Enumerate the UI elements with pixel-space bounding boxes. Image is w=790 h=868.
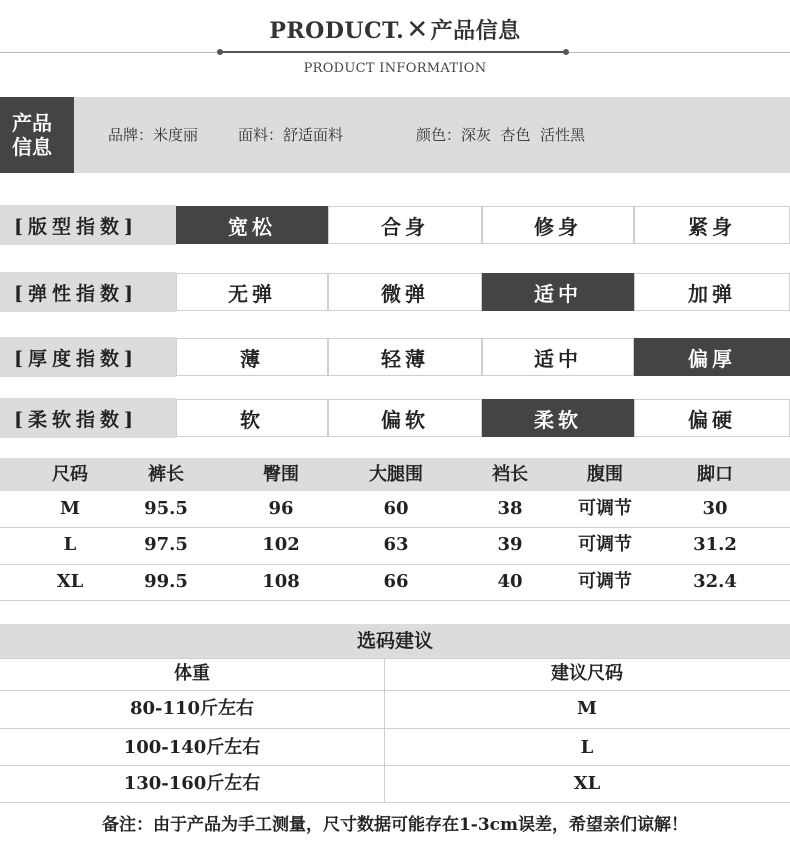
size-cell: 可调节: [578, 571, 632, 592]
size-cell: 60: [383, 498, 409, 519]
table-row-divider: [0, 658, 790, 659]
recommend-cell: M: [577, 698, 597, 719]
index-option: 偏硬: [634, 399, 790, 437]
recommend-cell: L: [580, 737, 594, 758]
recommend-cell: 80-110斤左右: [129, 698, 255, 719]
index-option: 轻薄: [328, 338, 482, 376]
index-option: 柔软: [482, 399, 634, 437]
table-row-divider: [0, 527, 790, 528]
rule-dot-right: [563, 49, 569, 55]
table-row-divider: [0, 600, 790, 601]
index-label: [弹性指数]: [0, 272, 176, 312]
page-title: [0, 14, 790, 45]
index-option: 修身: [482, 206, 634, 244]
size-cell: 66: [383, 571, 409, 592]
recommend-header-cell: 体重: [174, 663, 210, 684]
size-cell: 可调节: [578, 534, 632, 555]
size-cell: 96: [268, 498, 294, 519]
index-label: [柔软指数]: [0, 398, 176, 438]
size-cell: 可调节: [578, 498, 632, 519]
index-option: 紧身: [634, 206, 790, 244]
size-cell: M: [60, 498, 80, 519]
index-option: 宽松: [176, 206, 328, 244]
index-option: 薄: [176, 338, 328, 376]
size-cell: 108: [262, 571, 300, 592]
index-option: 无弹: [176, 273, 328, 311]
size-cell: 30: [702, 498, 728, 519]
size-cell: 38: [497, 498, 523, 519]
size-header-cell: 大腿围: [369, 464, 423, 485]
index-option: 偏软: [328, 399, 482, 437]
index-option: 适中: [482, 338, 634, 376]
info-tag-line1: 产品: [12, 111, 52, 135]
size-cell: XL: [56, 571, 84, 592]
recommend-cell: 130-160斤左右: [123, 773, 261, 794]
size-cell: 39: [497, 534, 523, 555]
size-cell: 99.5: [144, 571, 188, 592]
index-option: 微弹: [328, 273, 482, 311]
index-option: 加弹: [634, 273, 790, 311]
title-en: PRODUCT.: [269, 18, 405, 44]
index-option: 软: [176, 399, 328, 437]
recommend-title: 选码建议: [0, 624, 790, 658]
index-label: [厚度指数]: [0, 337, 176, 377]
size-cell: 95.5: [144, 498, 188, 519]
recommend-header-cell: 建议尺码: [551, 663, 623, 684]
size-cell: 31.2: [693, 534, 737, 555]
rule-dot-left: [217, 49, 223, 55]
info-tag: [0, 97, 74, 173]
size-cell: 102: [262, 534, 300, 555]
info-tag-line2: 信息: [12, 135, 52, 159]
table-row-divider: [0, 690, 790, 691]
index-option: 合身: [328, 206, 482, 244]
colors-text: 颜色：深灰 杏色 活性黑: [416, 126, 586, 144]
table-row-divider: [0, 765, 790, 766]
column-divider: [384, 658, 385, 802]
recommend-cell: XL: [573, 773, 601, 794]
size-cell: 63: [383, 534, 409, 555]
brand-text: 品牌：米度丽: [108, 126, 199, 144]
size-header-cell: 尺码: [52, 464, 88, 485]
fabric-text: 面料：舒适面料: [238, 126, 344, 144]
size-header-cell: 裆长: [492, 464, 528, 485]
table-row-divider: [0, 564, 790, 565]
recommend-cell: 100-140斤左右: [123, 737, 261, 758]
title-cn: 产品信息: [430, 18, 521, 44]
x-icon: ✕: [406, 15, 429, 45]
size-cell: L: [63, 534, 77, 555]
index-option: 偏厚: [634, 338, 790, 376]
index-label: [版型指数]: [0, 205, 176, 245]
size-header-cell: 脚口: [697, 464, 733, 485]
size-header-cell: 臀围: [263, 464, 299, 485]
table-row-divider: [0, 802, 790, 803]
size-header-cell: 裤长: [148, 464, 184, 485]
footnote: 备注：由于产品为手工测量，尺寸数据可能存在1-3cm误差，希望亲们谅解！: [101, 815, 689, 835]
size-cell: 97.5: [144, 534, 188, 555]
size-cell: 32.4: [693, 571, 737, 592]
size-cell: 40: [497, 571, 523, 592]
header-rule: [220, 51, 566, 53]
index-option: 适中: [482, 273, 634, 311]
size-header-cell: 腹围: [587, 464, 623, 485]
page-subtitle: PRODUCT INFORMATION: [303, 61, 487, 76]
table-row-divider: [0, 728, 790, 729]
